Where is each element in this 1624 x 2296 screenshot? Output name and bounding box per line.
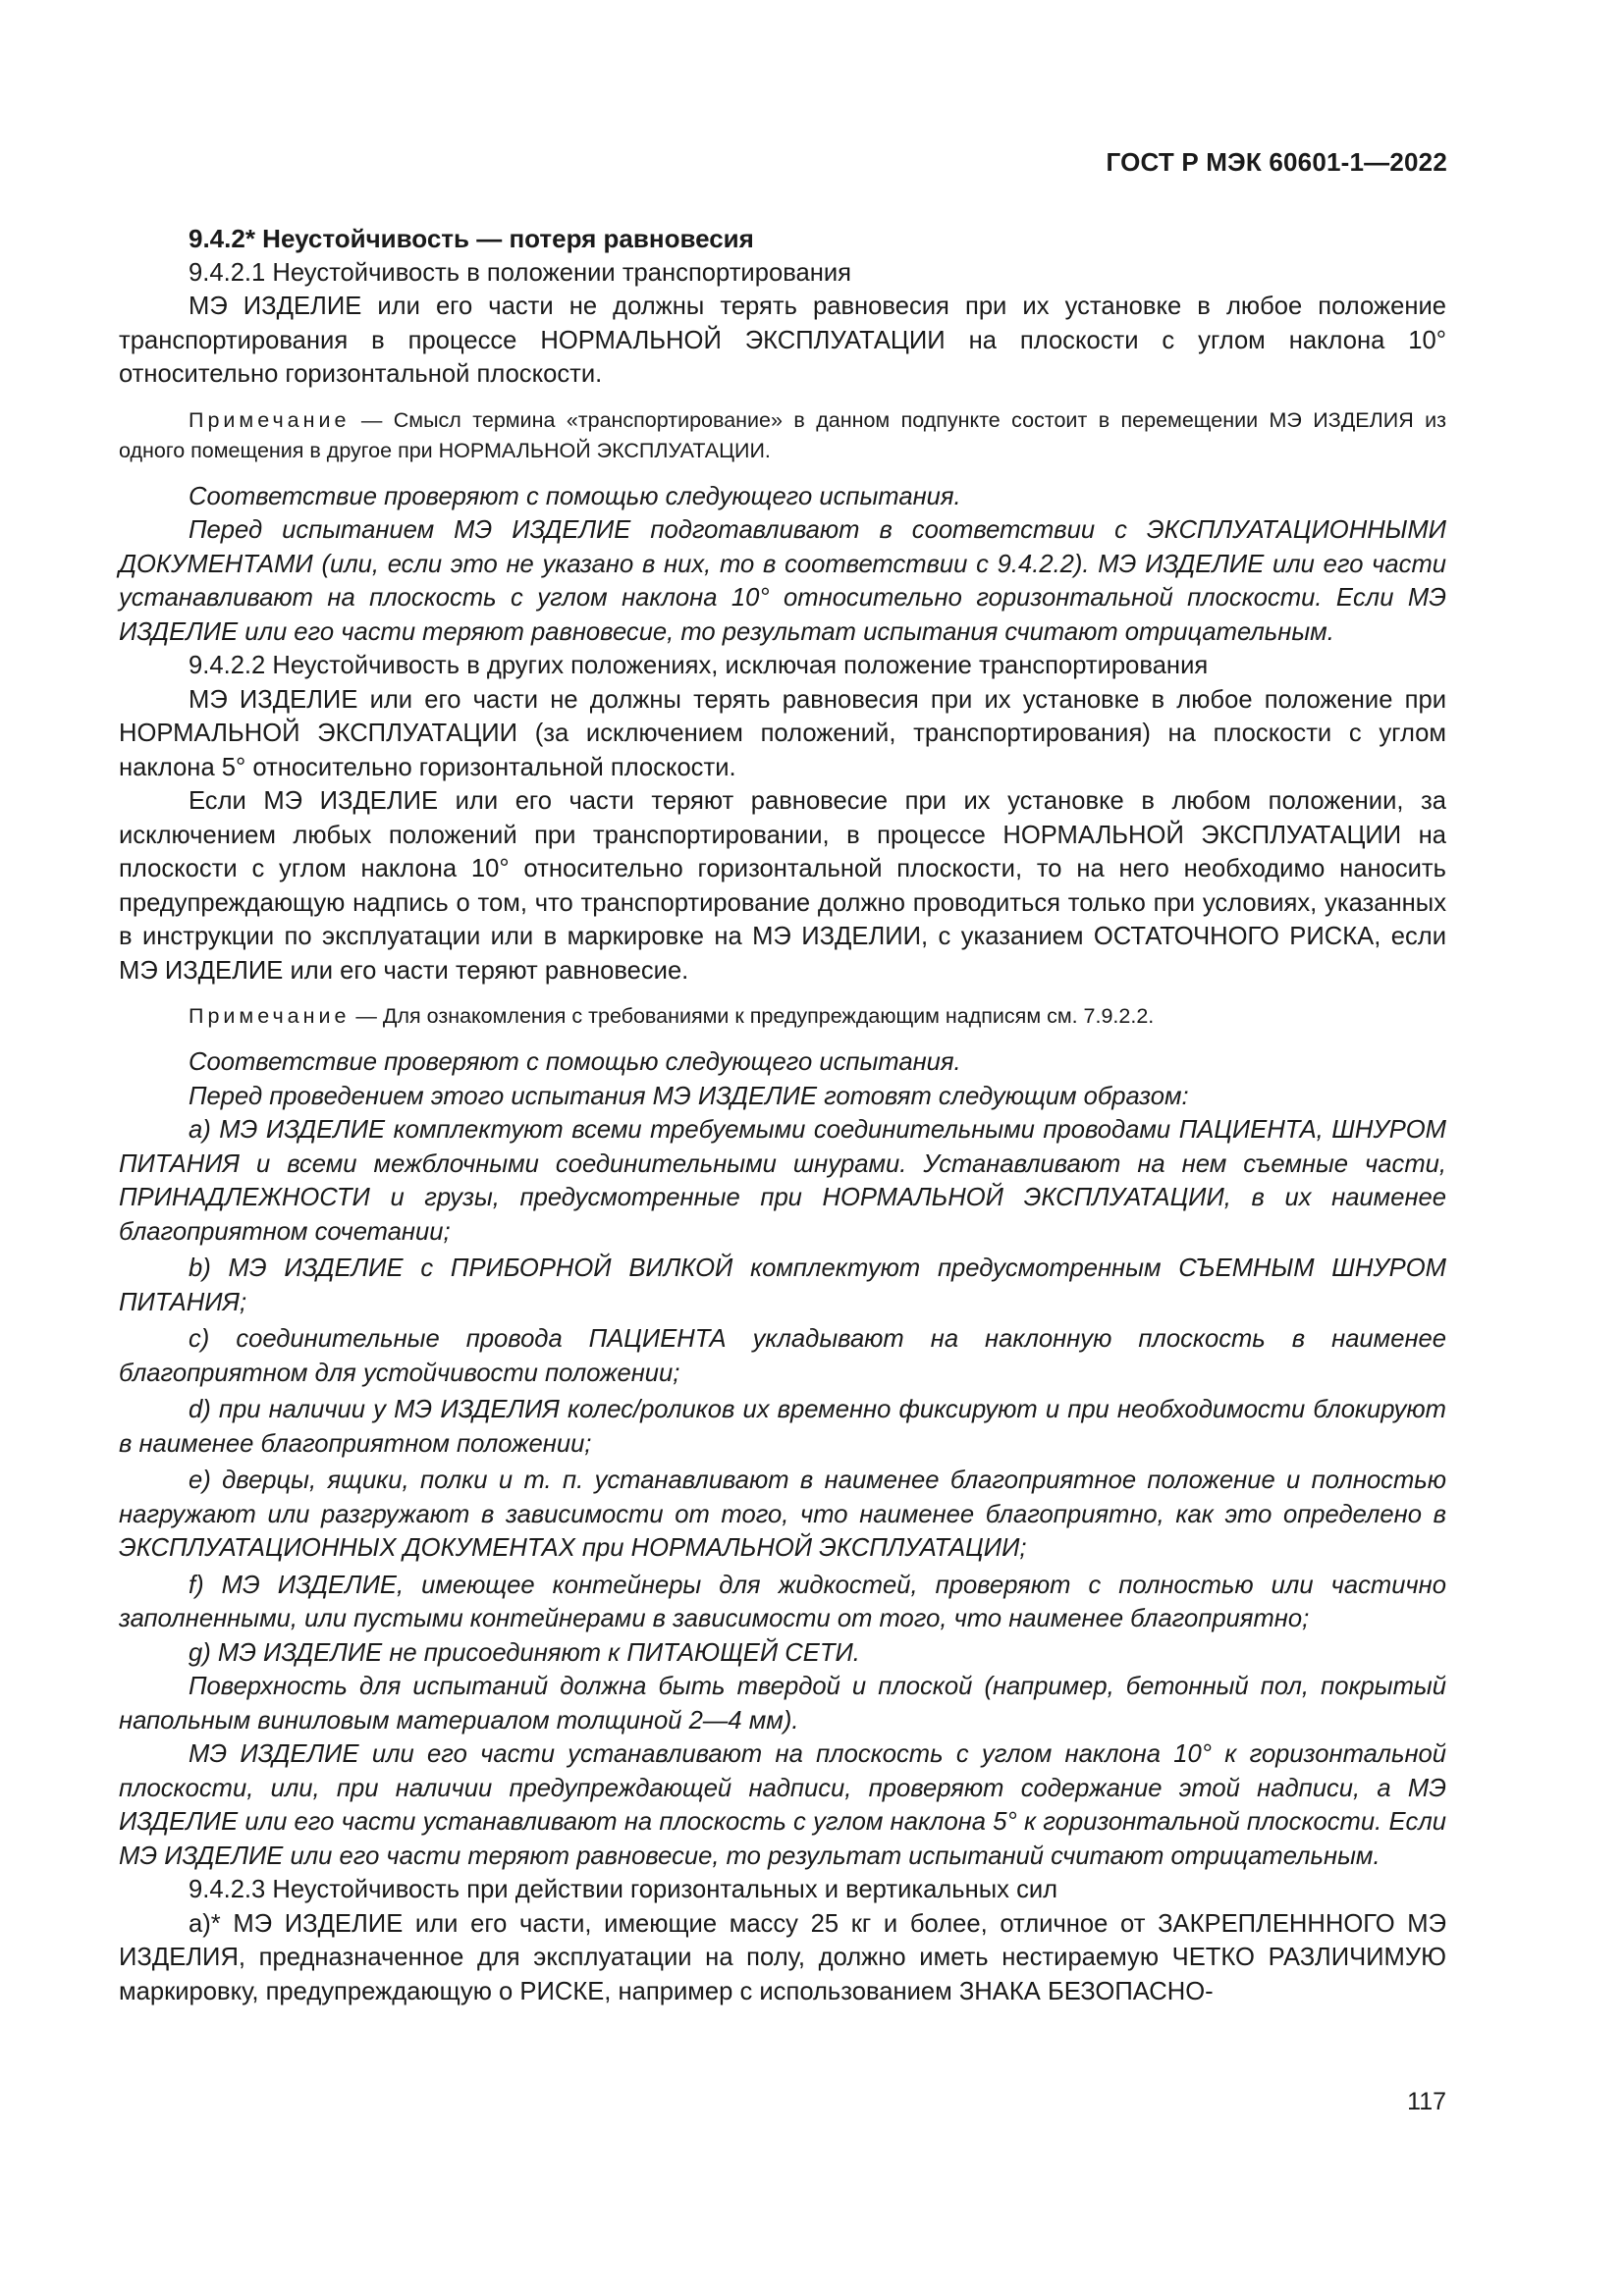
compliance-paragraph: Соответствие проверяют с помощью следующего испытания.: [189, 1048, 961, 1076]
paragraph: МЭ ИЗДЕЛИЕ или его части не должны терять равновесия при их установке в любое положение при НОРМАЛЬНОЙ ЭКСПЛУАТАЦИИ (за исключением положений, транспортирования) на плоскости с углом наклона 5° относительно горизонтальной плоскости.: [119, 685, 1446, 781]
list-item: b) МЭ ИЗДЕЛИЕ с ПРИБОРНОЙ ВИЛКОЙ комплектуют предусмотренным СЪЕМНЫМ ШНУРОМ ПИТАНИЯ;: [119, 1255, 1446, 1316]
section-heading-9-4-2: 9.4.2* Неустойчивость — потеря равновесия: [189, 224, 754, 253]
compliance-paragraph: Перед испытанием МЭ ИЗДЕЛИЕ подготавливают в соответствии с ЭКСПЛУАТАЦИОННЫМИ ДОКУМЕНТАМИ (или, если это не указано в них, то в соответствии с 9.4.2.2). МЭ ИЗДЕЛИЕ или его части устанавливают на плоскость с углом наклона 10° относительно горизонтальной плоскости. Если МЭ ИЗДЕЛИЕ или его части теряют равновесие, то результат испытания считают отрицательным.: [119, 516, 1446, 646]
paragraph: Если МЭ ИЗДЕЛИЕ или его части теряют равновесие при их установке в любом положении, за исключением любых положений при транспортировании, в процессе НОРМАЛЬНОЙ ЭКСПЛУАТАЦИИ на плоскости с углом наклона 10° относительно горизонтальной плоскости, то на него необходимо наносить предупреждающую надпись о том, что транспортирование должно проводиться только при условиях, указанных в инструкции по эксплуатации или в маркировке на МЭ ИЗДЕЛИИ, с указанием ОСТАТОЧНОГО РИСКА, если МЭ ИЗДЕЛИЕ или его части теряют равновесие.: [119, 787, 1446, 985]
compliance-paragraph: Перед проведением этого испытания МЭ ИЗДЕЛИЕ готовят следующим образом:: [189, 1082, 1189, 1110]
list-item: f) МЭ ИЗДЕЛИЕ, имеющее контейнеры для жидкостей, проверяют с полностью или частично заполненными, или пустыми контейнерами в зависимости от того, что наименее благоприятно;: [119, 1571, 1446, 1632]
paragraph: МЭ ИЗДЕЛИЕ или его части не должны терять равновесия при их установке в любое положение транспортирования в процессе НОРМАЛЬНОЙ ЭКСПЛУАТАЦИИ на плоскости с углом наклона 10° относительно горизонтальной плоскости.: [119, 293, 1446, 388]
page-number: 117: [1407, 2088, 1446, 2115]
note: [119, 405, 1446, 466]
subsection-heading-9-4-2-1: 9.4.2.1 Неустойчивость в положении транспортирования: [189, 258, 852, 287]
document-header: ГОСТ Р МЭК 60601-1—2022: [1106, 147, 1447, 177]
list-item: d) при наличии у МЭ ИЗДЕЛИЯ колес/роликов их временно фиксируют и при необходимости блокируют в наименее благоприятном положении;: [119, 1396, 1446, 1458]
note: [119, 1001, 1446, 1032]
list-item: g) МЭ ИЗДЕЛИЕ не присоединяют к ПИТАЮЩЕЙ СЕТИ.: [189, 1638, 860, 1667]
paragraph: a)* МЭ ИЗДЕЛИЕ или его части, имеющие массу 25 кг и более, отличное от ЗАКРЕПЛЕНННОГО МЭ ИЗДЕЛИЯ, предназначенное для эксплуатации на полу, должно иметь нестираемую ЧЕТКО РАЗЛИЧИМУЮ маркировку, предупреждающую о РИСКЕ, например с использованием ЗНАКА БЕЗОПАСНО-: [119, 1909, 1446, 2005]
compliance-paragraph: Соответствие проверяют с помощью следующего испытания.: [189, 482, 961, 510]
note-lead: Примечание: [189, 407, 351, 432]
note-text: — Смысл термина «транспортирование» в данном подпункте состоит в перемещении МЭ ИЗДЕЛИЯ из одного помещения в другое при НОРМАЛЬНОЙ ЭКСПЛУАТАЦИИ.: [119, 407, 1446, 462]
compliance-paragraph: Поверхность для испытаний должна быть твердой и плоской (например, бетонный пол, покрытый напольным виниловым материалом толщиной 2—4 мм).: [119, 1673, 1446, 1735]
document-body: [119, 222, 1446, 2008]
compliance-paragraph: МЭ ИЗДЕЛИЕ или его части устанавливают на плоскость с углом наклона 10° к горизонтальной плоскости, или, при наличии предупреждающей надписи, проверяют содержание этой надписи, а МЭ ИЗДЕЛИЕ или его части устанавливают на плоскость с углом наклона 5° к горизонтальной плоскости. Если МЭ ИЗДЕЛИЕ или его части теряют равновесие, то результат испытаний считают отрицательным.: [119, 1740, 1446, 1870]
note-lead: Примечание: [189, 1004, 351, 1028]
subsection-heading-9-4-2-2: 9.4.2.2 Неустойчивость в других положениях, исключая положение транспортирования: [189, 652, 1209, 679]
subsection-heading-9-4-2-3: 9.4.2.3 Неустойчивость при действии горизонтальных и вертикальных сил: [189, 1876, 1058, 1903]
list-item: a) МЭ ИЗДЕЛИЕ комплектуют всеми требуемыми соединительными проводами ПАЦИЕНТА, ШНУРОМ ПИТАНИЯ и всеми межблочными соединительными шнурами. Устанавливают на нем съемные части, ПРИНАДЛЕЖНОСТИ и грузы, предусмотренные при НОРМАЛЬНОЙ ЭКСПЛУАТАЦИИ, в их наименее благоприятном сочетании;: [119, 1116, 1446, 1246]
note-text: — Для ознакомления с требованиями к предупреждающим надписям см. 7.9.2.2.: [350, 1004, 1155, 1028]
list-item: e) дверцы, ящики, полки и т. п. устанавливают в наименее благоприятное положение и полностью нагружают или разгружают в зависимости от того, что наименее благоприятно, как это определено в ЭКСПЛУАТАЦИОННЫХ ДОКУМЕНТАХ при НОРМАЛЬНОЙ ЭКСПЛУАТАЦИИ;: [119, 1467, 1446, 1562]
list-item: c) соединительные провода ПАЦИЕНТА укладывают на наклонную плоскость в наименее благоприятном для устойчивости положении;: [119, 1325, 1446, 1387]
